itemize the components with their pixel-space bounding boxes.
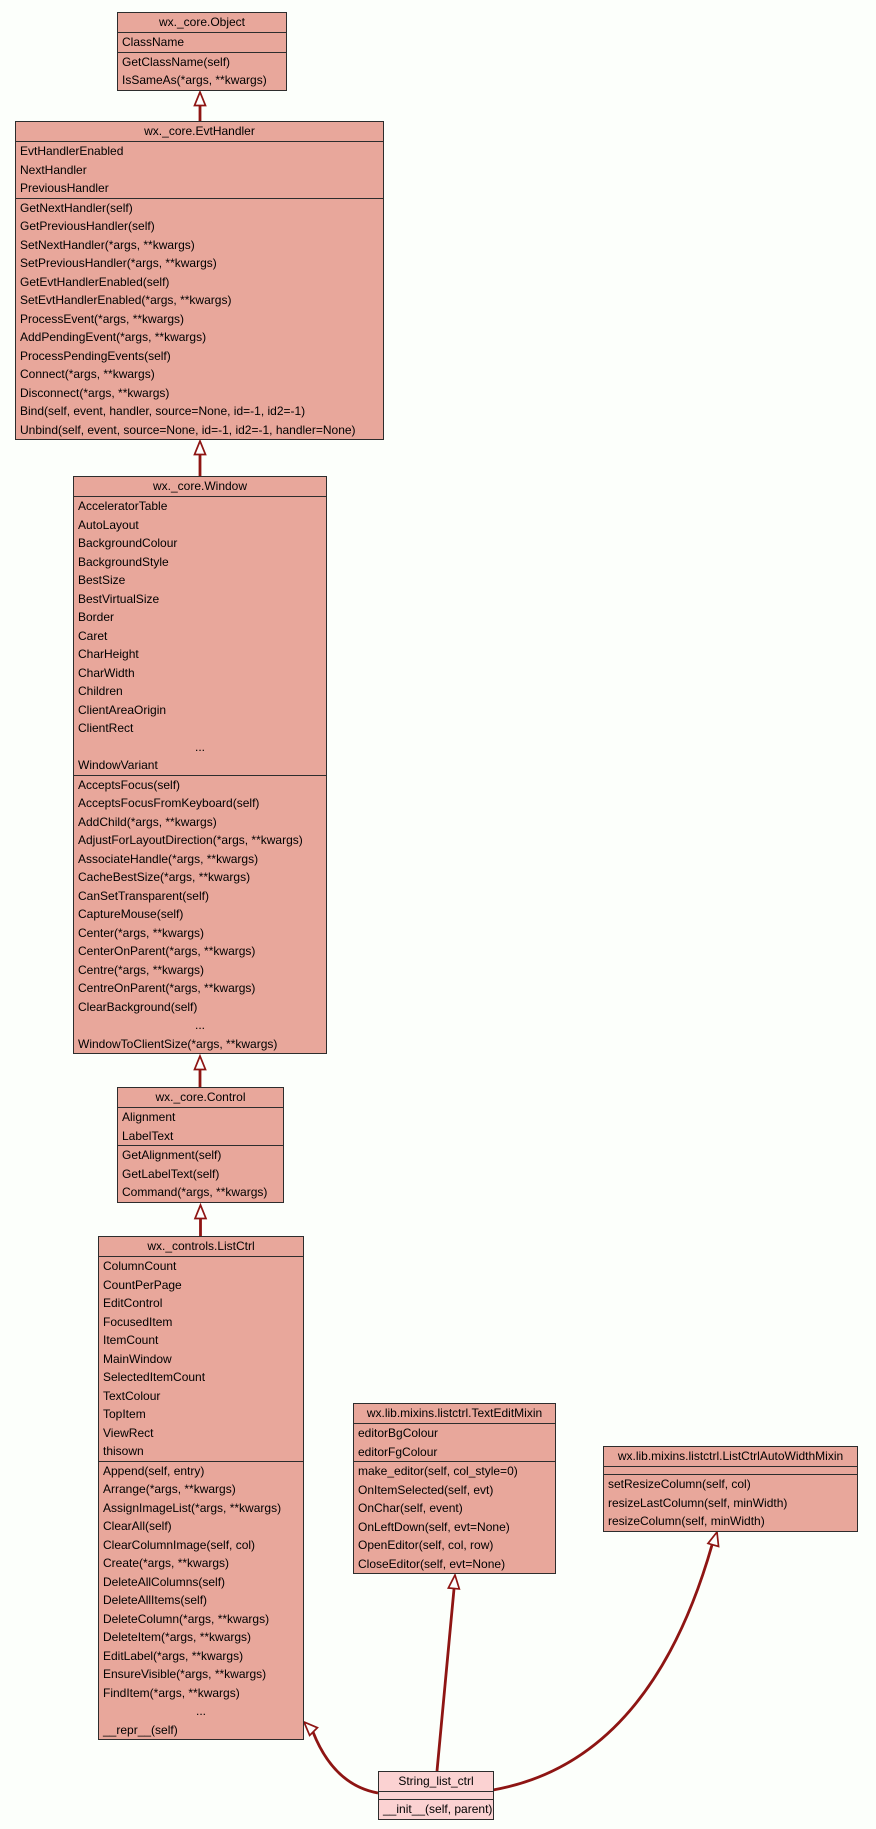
class-title: String_list_ctrl <box>379 1772 493 1792</box>
method-row: Center(*args, **kwargs) <box>78 925 205 940</box>
class-methods-section <box>379 1800 493 1819</box>
attribute-row: CharHeight <box>78 647 139 661</box>
attribute-row: Children <box>78 684 123 698</box>
method-row: AcceptsFocusFromKeyboard(self) <box>78 796 260 810</box>
class-title: wx._core.Object <box>118 13 286 33</box>
method-row: ClearColumnImage(self, col) <box>103 1537 256 1552</box>
method-row: Unbind(self, event, source=None, id=-1, id2=-1, handler=None) <box>20 422 356 437</box>
method-row: EditLabel(*args, **kwargs) <box>103 1648 244 1663</box>
generalization-arrowhead-icon <box>448 1575 460 1589</box>
class-box-wx-core-control <box>117 1087 284 1203</box>
method-row: GetPreviousHandler(self) <box>20 219 155 233</box>
class-box-wx-core-window <box>73 476 327 1054</box>
attribute-row: ClassName <box>122 35 185 49</box>
method-row: OnChar(self, event) <box>358 1501 463 1515</box>
method-row: SetPreviousHandler(*args, **kwargs) <box>20 256 217 270</box>
attribute-row: PreviousHandler <box>20 181 109 195</box>
class-title: wx._controls.ListCtrl <box>99 1237 303 1257</box>
method-row: ... <box>195 1704 206 1718</box>
method-row: SetEvtHandlerEnabled(*args, **kwargs) <box>20 293 232 307</box>
attribute-row: EditControl <box>103 1296 163 1310</box>
attribute-row: MainWindow <box>103 1351 172 1366</box>
method-row: __repr__(self) <box>103 1722 178 1737</box>
method-row: SetNextHandler(*args, **kwargs) <box>20 237 195 252</box>
attribute-row: ClientAreaOrigin <box>78 702 167 717</box>
method-row: Disconnect(*args, **kwargs) <box>20 385 170 400</box>
attribute-row: ... <box>194 739 205 754</box>
class-box-wx-lib-mixins-listctrl-texteditmixin <box>353 1403 556 1574</box>
class-methods-section <box>99 1462 303 1740</box>
class-attrs-section <box>16 142 383 199</box>
attribute-row: thisown <box>103 1444 144 1458</box>
method-row: ClearBackground(self) <box>78 999 198 1014</box>
attribute-row: Border <box>78 610 115 624</box>
attribute-row: BestSize <box>78 573 126 587</box>
method-row: WindowToClientSize(*args, **kwargs) <box>78 1036 278 1051</box>
method-row: ClearAll(self) <box>103 1519 172 1533</box>
method-row: Append(self, entry) <box>103 1463 205 1478</box>
method-row: AddChild(*args, **kwargs) <box>78 814 217 829</box>
method-row: CenterOnParent(*args, **kwargs) <box>78 944 256 958</box>
method-row: DeleteAllColumns(self) <box>103 1574 226 1589</box>
method-row: Command(*args, **kwargs) <box>122 1185 268 1199</box>
method-row: GetEvtHandlerEnabled(self) <box>20 274 170 289</box>
method-row: AcceptsFocus(self) <box>78 777 181 792</box>
method-row: __init__(self, parent) <box>383 1802 493 1816</box>
class-attrs-section <box>604 1467 857 1475</box>
attribute-row: ItemCount <box>103 1333 159 1347</box>
attribute-row: FocusedItem <box>103 1314 173 1329</box>
method-row: Centre(*args, **kwargs) <box>78 962 205 977</box>
attribute-row: CountPerPage <box>103 1277 182 1292</box>
attribute-row: TopItem <box>103 1407 146 1421</box>
method-row: AssignImageList(*args, **kwargs) <box>103 1500 282 1515</box>
class-box-wx-lib-mixins-listctrl-listctrlautowidthmixin <box>603 1446 858 1532</box>
attribute-row: editorBgColour <box>358 1426 439 1440</box>
attribute-row: ClientRect <box>78 721 134 735</box>
method-row: CloseEditor(self, evt=None) <box>358 1556 506 1571</box>
method-row: GetNextHandler(self) <box>20 200 133 215</box>
method-row: ... <box>194 1018 205 1032</box>
method-row: resizeLastColumn(self, minWidth) <box>608 1495 788 1510</box>
method-row: AdjustForLayoutDirection(*args, **kwargs) <box>78 833 303 847</box>
attribute-row: AutoLayout <box>78 517 139 532</box>
class-methods-section <box>118 53 286 90</box>
class-title: wx._core.Control <box>118 1088 283 1108</box>
attribute-row: SelectedItemCount <box>103 1370 206 1384</box>
method-row: IsSameAs(*args, **kwargs) <box>122 73 267 87</box>
method-row: DeleteColumn(*args, **kwargs) <box>103 1611 270 1626</box>
attribute-row: NextHandler <box>20 162 87 177</box>
attribute-row: EvtHandlerEnabled <box>20 144 124 158</box>
class-attrs-section <box>354 1424 555 1462</box>
inheritance-edge-string-list-ctrl-to-wx-controls-listctrl <box>313 1732 378 1793</box>
attribute-row: Caret <box>78 628 108 643</box>
attribute-row: LabelText <box>122 1128 174 1143</box>
method-row: GetAlignment(self) <box>122 1148 222 1162</box>
class-title: wx.lib.mixins.listctrl.TextEditMixin <box>354 1404 555 1424</box>
method-row: EnsureVisible(*args, **kwargs) <box>103 1667 267 1681</box>
method-row: Connect(*args, **kwargs) <box>20 367 155 381</box>
class-methods-section <box>118 1146 283 1202</box>
method-row: CacheBestSize(*args, **kwargs) <box>78 870 251 884</box>
method-row: ProcessEvent(*args, **kwargs) <box>20 311 185 326</box>
attribute-row: WindowVariant <box>78 758 158 772</box>
generalization-arrowhead-icon <box>195 1205 206 1219</box>
class-title: wx._core.EvtHandler <box>16 122 383 142</box>
generalization-arrowhead-icon <box>195 441 206 455</box>
class-methods-section <box>74 776 326 1054</box>
method-row: Arrange(*args, **kwargs) <box>103 1482 236 1496</box>
generalization-arrowhead-icon <box>195 92 206 106</box>
method-row: setResizeColumn(self, col) <box>608 1477 751 1491</box>
class-box-wx-controls-listctrl <box>98 1236 304 1740</box>
class-box-string-list-ctrl <box>378 1771 494 1820</box>
method-row: resizeColumn(self, minWidth) <box>608 1514 765 1528</box>
attribute-row: Alignment <box>122 1110 176 1124</box>
class-methods-section <box>354 1462 555 1573</box>
attribute-row: BackgroundColour <box>78 536 178 550</box>
method-row: AddPendingEvent(*args, **kwargs) <box>20 330 207 344</box>
class-title: wx.lib.mixins.listctrl.ListCtrlAutoWidthMixin <box>604 1447 857 1467</box>
attribute-row: ViewRect <box>103 1425 154 1440</box>
method-row: OpenEditor(self, col, row) <box>358 1538 494 1552</box>
attribute-row: editorFgColour <box>358 1444 438 1459</box>
method-row: ProcessPendingEvents(self) <box>20 348 171 363</box>
method-row: make_editor(self, col_style=0) <box>358 1464 518 1478</box>
method-row: DeleteAllItems(self) <box>103 1593 208 1607</box>
attribute-row: BackgroundStyle <box>78 554 169 569</box>
class-attrs-section <box>118 33 286 53</box>
class-box-wx-core-object <box>117 12 287 91</box>
method-row: CentreOnParent(*args, **kwargs) <box>78 981 256 995</box>
class-methods-section <box>16 199 383 440</box>
method-row: DeleteItem(*args, **kwargs) <box>103 1630 252 1644</box>
inheritance-edge-string-list-ctrl-to-wx-lib-mixins-listctrl-texteditmixin <box>437 1589 454 1771</box>
inheritance-edge-string-list-ctrl-to-wx-lib-mixins-listctrl-listctrlautowidthmixin <box>493 1545 712 1790</box>
generalization-arrowhead-icon <box>195 1056 206 1070</box>
method-row: GetLabelText(self) <box>122 1166 220 1181</box>
generalization-arrowhead-icon <box>708 1530 722 1546</box>
class-attrs-section <box>118 1108 283 1146</box>
attribute-row: BestVirtualSize <box>78 591 160 606</box>
method-row: CaptureMouse(self) <box>78 907 184 921</box>
attribute-row: CharWidth <box>78 665 135 680</box>
method-row: OnItemSelected(self, evt) <box>358 1482 494 1497</box>
class-title: wx._core.Window <box>74 477 326 497</box>
class-attrs-section <box>74 497 326 776</box>
method-row: OnLeftDown(self, evt=None) <box>358 1519 510 1534</box>
class-methods-section <box>604 1475 857 1531</box>
class-attrs-section <box>99 1257 303 1462</box>
method-row: GetClassName(self) <box>122 54 231 69</box>
attribute-row: AcceleratorTable <box>78 499 168 513</box>
attribute-row: TextColour <box>103 1388 161 1403</box>
method-row: AssociateHandle(*args, **kwargs) <box>78 851 259 866</box>
method-row: CanSetTransparent(self) <box>78 888 209 903</box>
class-attrs-section <box>379 1792 493 1800</box>
method-row: Create(*args, **kwargs) <box>103 1556 230 1570</box>
method-row: Bind(self, event, handler, source=None, id=-1, id2=-1) <box>20 404 306 418</box>
class-box-wx-core-evthandler <box>15 121 384 440</box>
attribute-row: ColumnCount <box>103 1259 177 1273</box>
method-row: FindItem(*args, **kwargs) <box>103 1685 240 1700</box>
